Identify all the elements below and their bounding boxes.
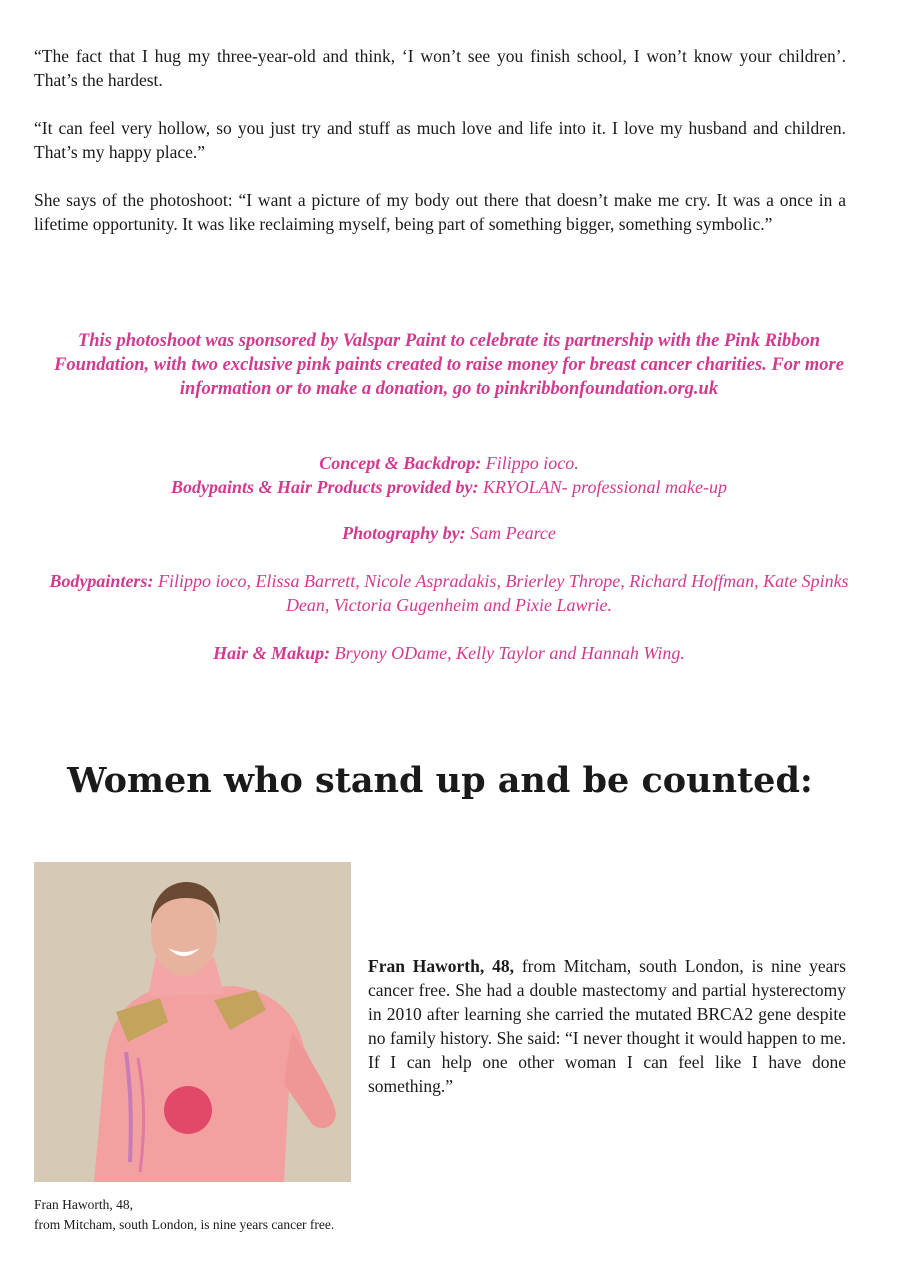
bodypainters-value: Filippo ioco, Elissa Barrett, Nicole Aspradakis, Brierley Thrope, Richard Hoffman, Kate Spinks Dean, Victoria Gugenheim and Pixie Lawrie. xyxy=(153,571,849,615)
bodypaints-value: KRYOLAN- professional make-up xyxy=(478,477,727,497)
caption-line-2: from Mitcham, south London, is nine years cancer free. xyxy=(34,1217,335,1232)
article-paragraph-2: “It can feel very hollow, so you just try and stuff as much love and life into it. I love my husband and children. That’s my happy place.” xyxy=(34,118,846,162)
credits-hair-makeup xyxy=(34,641,864,665)
hair-value: Bryony ODame, Kelly Taylor and Hannah Wing. xyxy=(330,643,685,663)
sponsor-note: This photoshoot was sponsored by Valspar Paint to celebrate its partnership with the Pink Ribbon Foundation, with two exclusive pink paints created to raise money for breast cancer charities. For more information or to make a donation, go to pinkribbonfoundation.org.uk xyxy=(54,331,844,399)
bodypaints-label: Bodypaints & Hair Products provided by: xyxy=(170,477,479,497)
bodypainters-label: Bodypainters: xyxy=(49,571,154,591)
article-paragraph-3: She says of the photoshoot: “I want a picture of my body out there that doesn’t make me cry. It was a once in a lifetime opportunity. It was like reclaiming myself, being part of something bigger, something symbolic.” xyxy=(34,190,846,234)
concept-value: Filippo ioco. xyxy=(481,453,579,473)
article-paragraph-1: “The fact that I hug my three-year-old and think, ‘I won’t see you finish school, I won’t know your children’. That’s the hardest. xyxy=(34,46,846,90)
hair-label: Hair & Makup: xyxy=(213,643,331,663)
credits-concept-block xyxy=(34,451,864,499)
profile-bio xyxy=(368,954,846,1098)
portrait-illustration xyxy=(34,862,351,1182)
credits-bodypainters xyxy=(34,569,864,617)
concept-label: Concept & Backdrop: xyxy=(319,453,482,473)
caption-line-1: Fran Haworth, 48, xyxy=(34,1197,133,1212)
photo-caption xyxy=(34,1195,454,1235)
profile-bio-text: from Mitcham, south London, is nine years cancer free. She had a double mastectomy and partial hysterectomy in 2010 after learning she carried the mutated BRCA2 gene despite no family history. She said: “I never thought it would happen to me. If I can help one other woman I can feel like I have done something.” xyxy=(368,956,846,1096)
portrait-photo xyxy=(34,862,351,1182)
photography-value: Sam Pearce xyxy=(465,523,556,543)
photography-label: Photography by: xyxy=(342,523,466,543)
credits-photography xyxy=(34,521,864,545)
section-heading: Women who stand up and be counted: xyxy=(67,760,813,801)
profile-name: Fran Haworth, 48, xyxy=(368,956,514,976)
